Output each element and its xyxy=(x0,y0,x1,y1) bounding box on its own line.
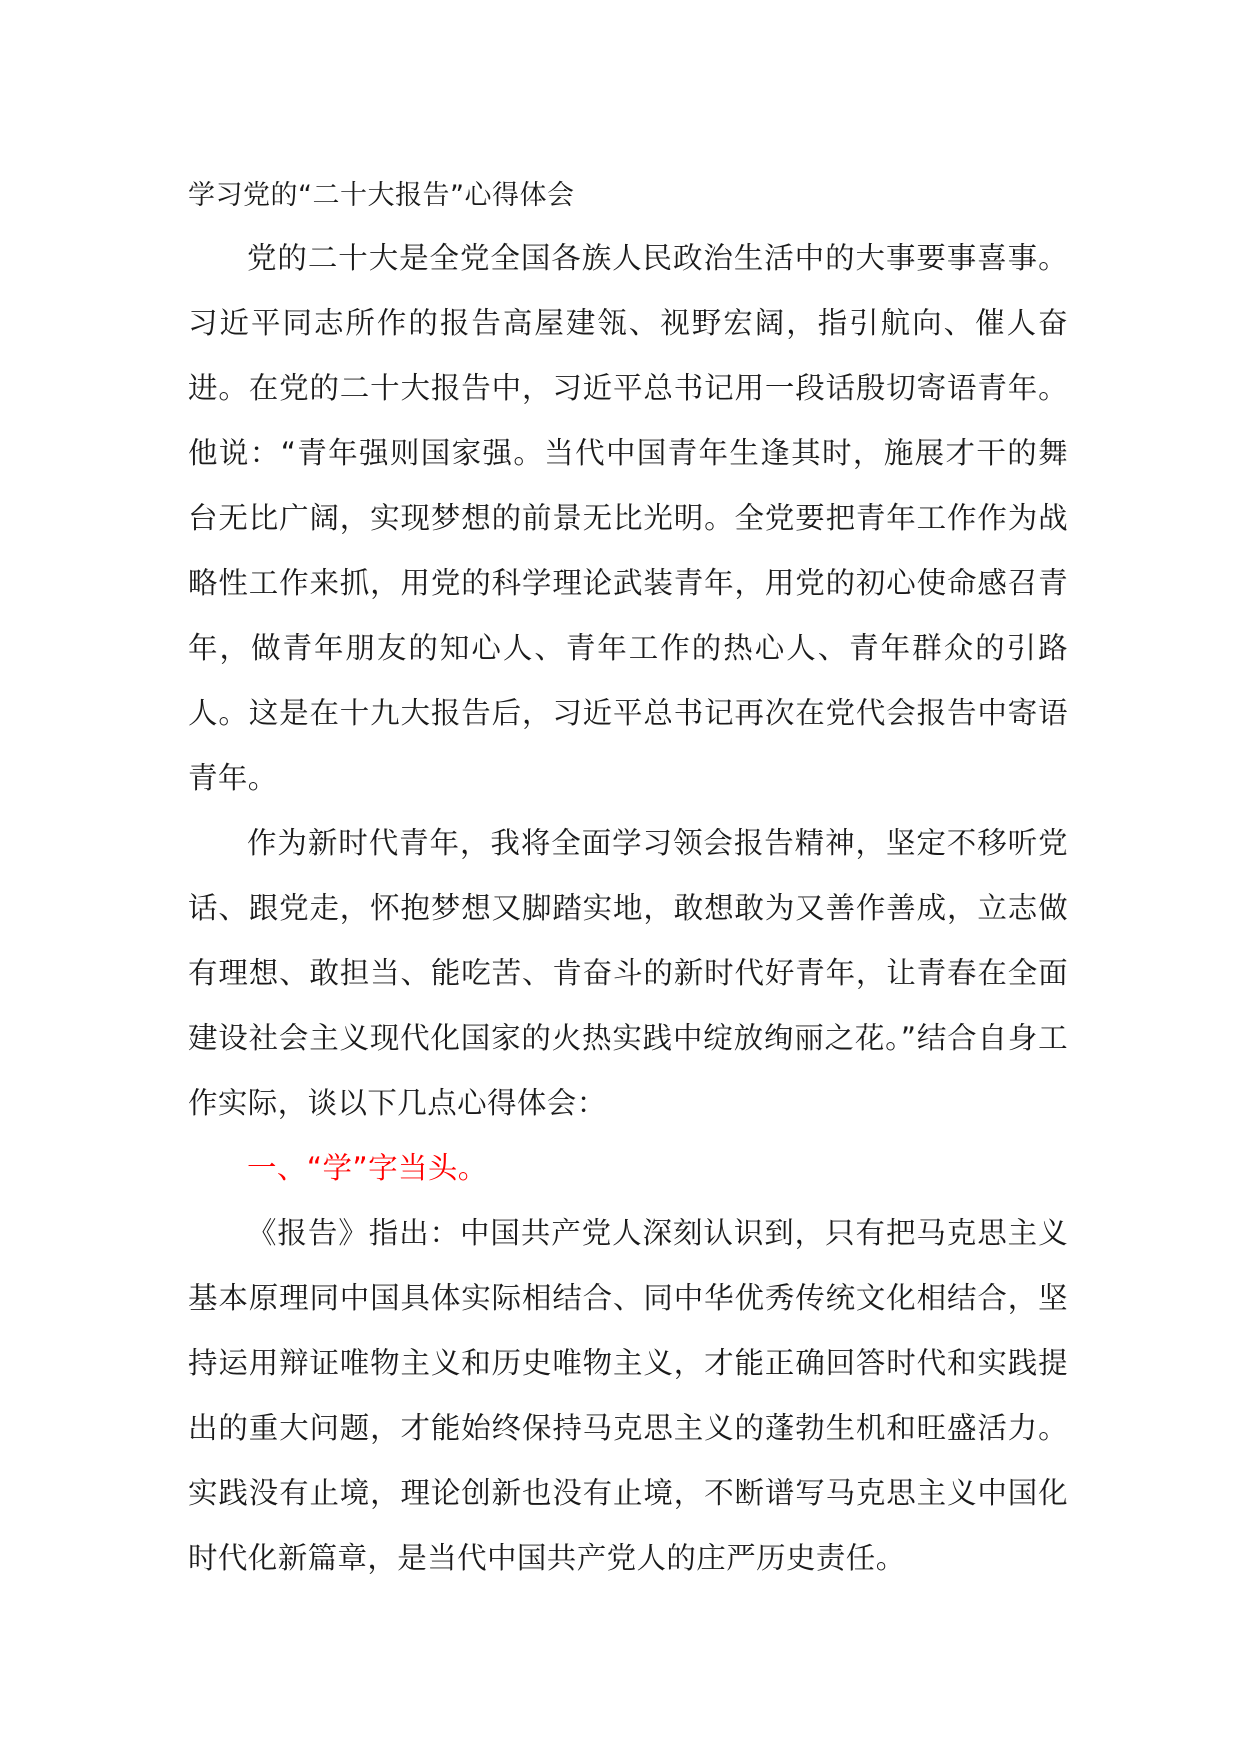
document-title: 学习党的“二十大报告”心得体会 xyxy=(188,180,575,211)
body-paragraph-1: 党的二十大是全党全国各族人民政治生活中的大事要事喜事。习近平同志所作的报告高屋建瓴、视野宏阔，指引航向、催人奋进。在党的二十大报告中，习近平总书记用一段话殷切寄语青年。他说：“青年强则国家强。当代中国青年生逢其时，施展才干的舞台无比广阔，实现梦想的前景无比光明。全党要把青年工作作为战略性工作来抓，用党的科学理论武装青年，用党的初心使命感召青年，做青年朋友的知心人、青年工作的热心人、青年群众的引路人。这是在十九大报告后，习近平总书记再次在党代会报告中寄语青年。 xyxy=(188,241,1068,795)
body-paragraph-2: 作为新时代青年，我将全面学习领会报告精神，坚定不移听党话、跟党走，怀抱梦想又脚踏实地，敢想敢为又善作善成，立志做有理想、敢担当、能吃苦、肯奋斗的新时代好青年，让青春在全面建设社会主义现代化国家的火热实践中绽放绚丽之花。”结合自身工作实际，谈以下几点心得体会： xyxy=(188,826,1068,1120)
section-paragraph: 《报告》指出：中国共产党人深刻认识到，只有把马克思主义基本原理同中国具体实际相结合、同中华优秀传统文化相结合，坚持运用辩证唯物主义和历史唯物主义，才能正确回答时代和实践提出的重大问题，才能始终保持马克思主义的蓬勃生机和旺盛活力。实践没有止境，理论创新也没有止境，不断谱写马克思主义中国化时代化新篇章，是当代中国共产党人的庄严历史责任。 xyxy=(188,1216,1068,1575)
document-page xyxy=(188,172,1068,1591)
section-heading: 一、“学”字当头。 xyxy=(247,1151,488,1185)
